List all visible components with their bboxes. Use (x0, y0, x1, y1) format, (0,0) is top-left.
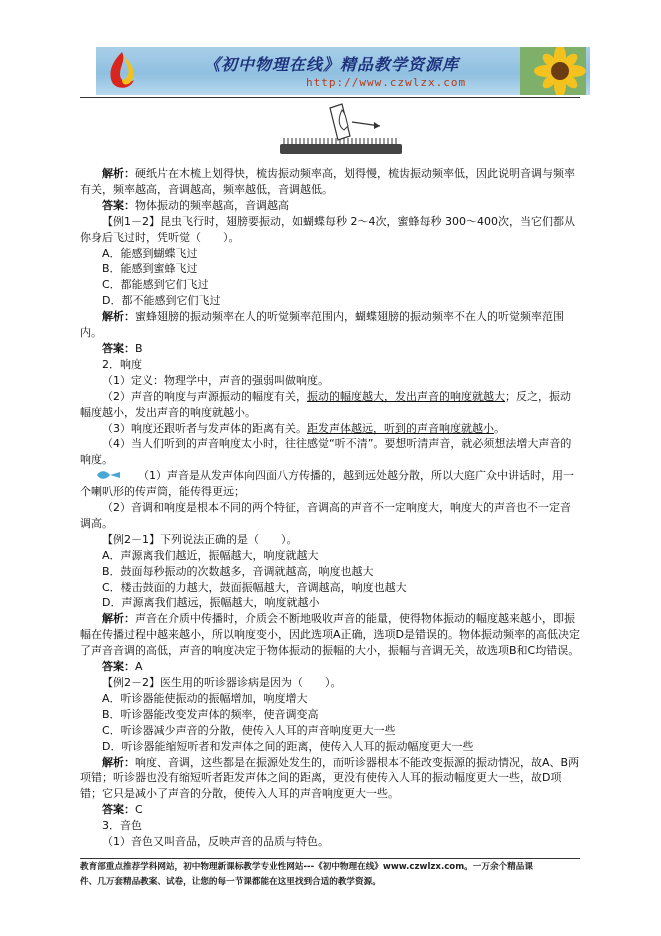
banner-title: 《初中物理在线》精品教学资源库 (204, 55, 460, 74)
option-b: B．能感到蜜蜂飞过 (102, 262, 198, 276)
loudness-distance (80, 421, 580, 437)
explanation-paragraph (80, 611, 580, 659)
answer-paragraph (80, 341, 580, 357)
option-a: A．能感到蝴蝶飞过 (102, 246, 198, 260)
option-b: B．听诊器能改变发声体的频率，使音调变高 (102, 707, 319, 721)
page-footer (80, 860, 585, 890)
option-d: D．都不能感到它们飞过 (102, 294, 221, 308)
label-jiexi: 解析： (102, 310, 135, 324)
option-c: C．楼击鼓面的力越大，鼓面振幅越大，音调越高，响度也越大 (102, 580, 407, 594)
section-title-loudness: 2．响度 (102, 357, 142, 371)
document-body (80, 166, 580, 850)
tip-badge-icon (96, 469, 134, 481)
option-b: B．鼓面每秒振动的次数越多，音调就越高，响度也越大 (102, 564, 374, 578)
text: 声音在介质中传播时，介质会不断地吸收声音的能量，使得物体振动的幅度越来越小，即振幅在传播过程中越来越小，所以响度变小，因此选项A正确，选项D是错误的。物体振动频率的高低决定了声音音调的高低，声音的响度决定于物体振动的振幅的大小，振幅与音调无关，故选项B和C均错误。 (80, 612, 580, 658)
site-logo-icon (102, 50, 142, 92)
answer-paragraph (80, 659, 580, 675)
option-d: D．听诊器能缩短听者和发声体之间的距离，使传入人耳的振动幅度更大一些 (102, 739, 474, 753)
label-jiexi: 解析： (102, 167, 135, 180)
text: B (135, 341, 143, 355)
text: （2）声音的响度与声源振动的幅度有关， (102, 389, 307, 403)
footer-line-1: 教育部重点推荐学科网站，初中物理新课标教学专业性网站---《初中物理在线》www.czwlzx.com。一万余个精品课 (80, 862, 533, 872)
example-2-2-question: 【例2－2】医生用的听诊器诊病是因为（ ）。 (102, 676, 342, 689)
example-2-1-question: 【例2－1】下列说法正确的是（ ）。 (102, 532, 298, 546)
timbre-definition: （1）音色又叫音品，反映声音的品质与特色。 (102, 835, 329, 849)
answer-paragraph (80, 802, 580, 818)
explanation-paragraph (80, 755, 580, 803)
label-jiexi: 解析： (102, 755, 135, 769)
section-title-timbre: 3．音色 (102, 819, 142, 833)
example-1-2-question: 【例1－2】昆虫飞行时，翅膀要振动，如蝴蝶每秒 2～4次，蜜蜂每秒 300～400次，当它们都从你身后飞过时，凭听觉（ ）。 (80, 214, 575, 244)
comb-and-card-figure (268, 100, 418, 164)
label-answer: 答案： (102, 803, 135, 817)
option-c: C．听诊器减少声音的分散，使传入人耳的声音响度更大一些 (102, 723, 396, 737)
text: （3）响度还跟听者与发声体的距离有关。 (102, 421, 307, 435)
tip-paragraph-2: （2）音调和响度是根本不同的两个特征，音调高的声音不一定响度大，响度大的声音也不一定音调高。 (80, 501, 571, 530)
label-answer: 答案： (102, 341, 135, 355)
text: 物体振动的频率越高，音调越高 (135, 198, 289, 212)
tip-paragraph-1 (80, 468, 580, 500)
text: ；反之，振动幅度越小，发出声音的响度就越小。 (80, 389, 571, 419)
loudness-definition: （1）定义：物理学中，声音的强弱叫做响度。 (102, 373, 329, 387)
answer-paragraph (80, 198, 580, 214)
text: 蜜蜂翅膀的振动频率在人的听觉频率范围内，蝴蝶翅膀的振动频率不在人的听觉频率范围内。 (80, 310, 564, 340)
footer-rule (80, 858, 580, 859)
option-a: A．听诊器能使振动的振幅增加，响度增大 (102, 691, 308, 705)
label-answer: 答案： (102, 660, 135, 674)
text: 硬纸片在木梳上划得快，梳齿振动频率高，划得慢，梳齿振动频率低，因此说明音调与频率有关，频率越高，音调越高，频率越低，音调越低。 (80, 167, 575, 196)
label-jiexi: 解析： (102, 612, 135, 626)
banner-url: http://www.czwlzx.com (306, 76, 467, 89)
explanation-paragraph (80, 309, 580, 341)
text: （1）声音是从发声体向四面八方传播的，越到远处越分散，所以大庭广众中讲话时，用一个喇叭形的传声筒，能传得更远； (80, 469, 574, 499)
footer-line-2: 件、几万套精品教案、试卷，让您的每一节课都能在这里找到合适的教学资源。 (80, 877, 381, 887)
header-banner (96, 47, 590, 95)
option-c: C．都能感到它们飞过 (102, 278, 209, 292)
loudness-note: （4）当人们听到的声音响度太小时，往往感觉“听不清”。要想听清声音，就必须想法增大声音的响度。 (80, 437, 572, 467)
sunflower-icon (520, 47, 586, 95)
label-answer: 答案： (102, 198, 135, 212)
option-a: A．声源离我们越近，振幅越大，响度就越大 (102, 548, 319, 562)
text: A (135, 660, 143, 674)
explanation-paragraph (80, 166, 580, 198)
loudness-amplitude (80, 389, 580, 421)
text: C (135, 803, 143, 817)
underlined-text: 振动的幅度越大，发出声音的响度就越大 (307, 389, 505, 403)
option-d: D．声源离我们越远，振幅越大，响度就越小 (102, 596, 320, 610)
text: 响度、音调，这些都是在振源处发生的，而听诊器根本不能改变振源的振动情况，故A、B两项错；听诊器也没有缩短听者距发声体之间的距离，更没有使传入人耳的振动幅度更大一些，故D项错；它只是减小了声音的分散，使传入人耳的声音响度更大一些。 (80, 755, 580, 801)
text: 。 (494, 421, 505, 435)
underlined-text: 距发声体越远，听到的声音响度就越小 (307, 421, 494, 435)
header-rule (80, 97, 580, 98)
